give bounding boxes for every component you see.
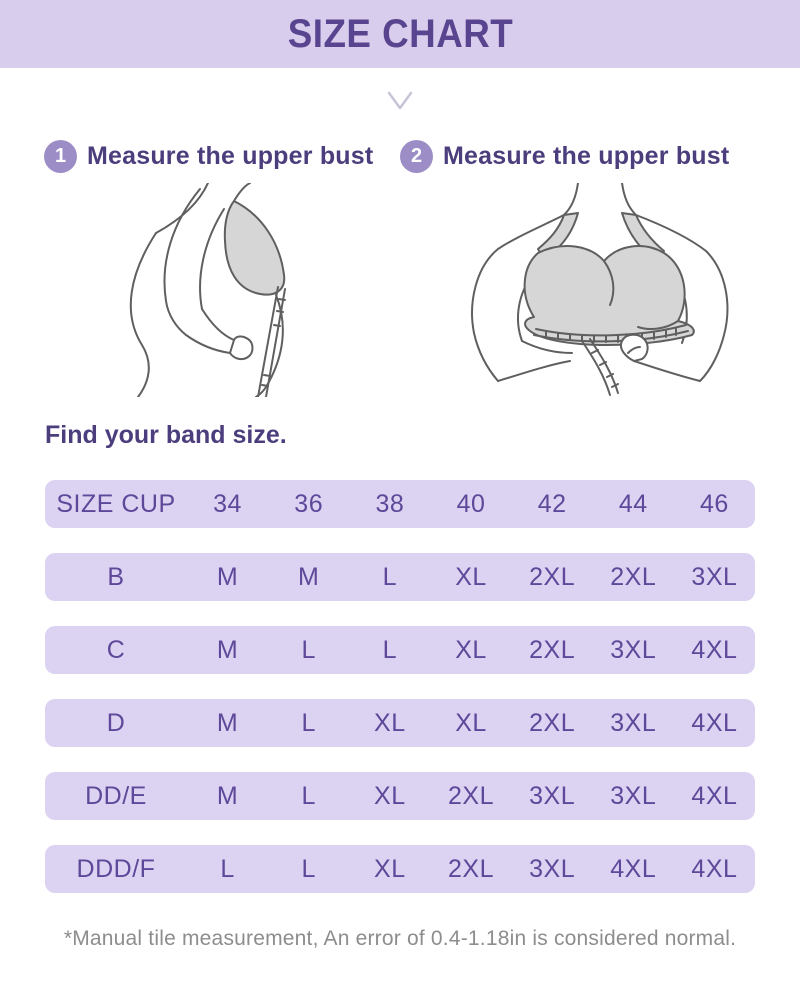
table-cell: M: [298, 562, 320, 591]
table-row: [45, 845, 755, 893]
table-cell: 2XL: [529, 635, 576, 664]
table-cell: L: [301, 635, 316, 664]
table-cell: 3XL: [691, 562, 738, 591]
table-cell: 2XL: [529, 708, 576, 737]
table-cell: L: [382, 562, 398, 591]
step-1-label: Measure the upper bust: [87, 142, 374, 170]
table-cell: M: [216, 635, 239, 664]
step-1: [44, 140, 400, 173]
table-cell: XL: [374, 708, 406, 737]
table-header-cell: SIZE CUP: [56, 489, 176, 518]
table-cell: 2XL: [529, 562, 576, 591]
table-row: [45, 553, 755, 601]
table-cell: 4XL: [691, 635, 738, 664]
table-cell: 2XL: [448, 781, 494, 810]
table-cell: XL: [374, 854, 406, 883]
table-cell-cup: C: [106, 635, 126, 664]
table-cell: L: [301, 781, 316, 810]
table-cell: 4XL: [610, 854, 657, 883]
table-cell: M: [216, 708, 239, 737]
table-cell: XL: [374, 781, 406, 810]
table-cell: 2XL: [448, 854, 494, 883]
table-cell: 3XL: [610, 708, 657, 737]
table-header-cell: 42: [537, 489, 567, 518]
step-2: [400, 140, 756, 173]
front-view-measure-illustration: [442, 183, 742, 397]
table-cell: XL: [455, 562, 487, 591]
step-2-label: Measure the upper bust: [443, 142, 730, 170]
step-2-number-badge: 2: [400, 140, 433, 173]
table-cell-cup: DDD/F: [76, 854, 156, 883]
table-cell: 2XL: [610, 562, 657, 591]
page-title: SIZE CHART: [287, 11, 513, 56]
step-1-number-badge: 1: [44, 140, 77, 173]
table-cell: 4XL: [691, 781, 738, 810]
table-row: [45, 626, 755, 674]
table-header-cell: 38: [375, 489, 405, 518]
table-cell-cup: B: [107, 562, 125, 591]
table-cell: 3XL: [610, 781, 657, 810]
illustration-row: [0, 183, 800, 397]
table-cell: M: [216, 562, 239, 591]
measurement-disclaimer: *Manual tile measurement, An error of 0.4-1.18in is considered normal.: [63, 927, 737, 950]
section-title: Find your band size.: [45, 421, 287, 449]
header-banner: [0, 0, 800, 68]
table-header-cell: 46: [700, 489, 729, 518]
table-header-cell: 34: [213, 489, 242, 518]
chevron-row: [0, 90, 800, 118]
table-cell: M: [216, 781, 239, 810]
table-cell: L: [301, 854, 316, 883]
table-header-row: [45, 480, 755, 528]
table-cell-cup: D: [106, 708, 126, 737]
table-cell: L: [301, 708, 316, 737]
table-row: [45, 772, 755, 820]
table-cell: 4XL: [691, 708, 738, 737]
table-cell: XL: [455, 708, 487, 737]
table-cell: XL: [455, 635, 487, 664]
table-cell-cup: DD/E: [85, 781, 147, 810]
table-cell: 4XL: [691, 854, 738, 883]
table-cell: 3XL: [529, 781, 576, 810]
side-view-measure-illustration: [58, 183, 358, 397]
table-row: [45, 699, 755, 747]
table-cell: L: [382, 635, 398, 664]
table-cell: 3XL: [529, 854, 576, 883]
table-header-cell: 40: [456, 489, 486, 518]
table-cell: L: [220, 854, 235, 883]
chevron-down-icon: [385, 90, 415, 112]
table-header-cell: 44: [618, 489, 648, 518]
table-cell: 3XL: [610, 635, 657, 664]
table-header-cell: 36: [294, 489, 324, 518]
instruction-steps: [0, 140, 800, 173]
size-table: [0, 480, 800, 893]
